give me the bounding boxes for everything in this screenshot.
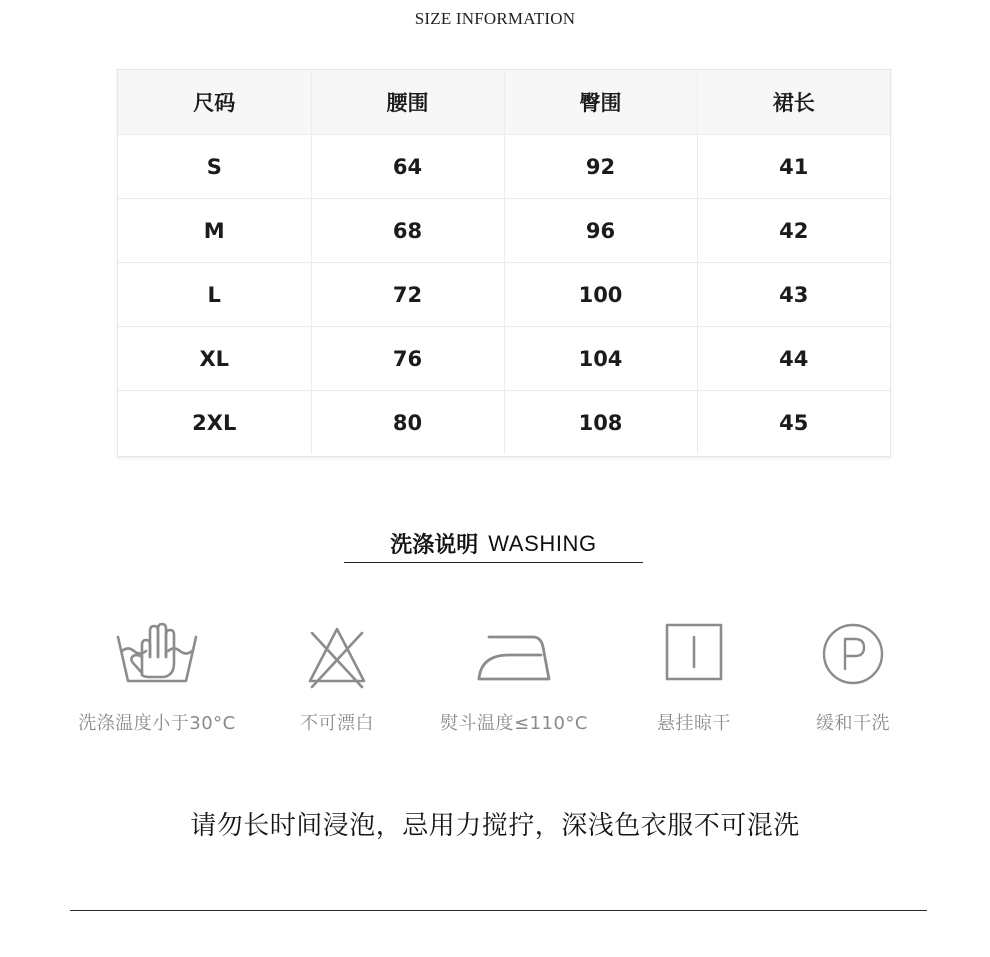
cell-skirt-length: 43 bbox=[697, 263, 890, 327]
cell-waist: 76 bbox=[311, 327, 504, 391]
care-label-dry-clean: 缓和干洗 bbox=[816, 713, 890, 734]
cell-skirt-length: 41 bbox=[697, 135, 890, 199]
cell-skirt-length: 42 bbox=[697, 199, 890, 263]
care-label-no-bleach: 不可漂白 bbox=[300, 713, 374, 734]
washing-title-cn: 洗涤说明 bbox=[390, 533, 479, 558]
care-item-dry-clean bbox=[753, 617, 953, 735]
header-hip: 臀围 bbox=[504, 70, 697, 135]
care-label-hang-dry: 悬挂晾干 bbox=[657, 713, 731, 734]
cell-waist: 80 bbox=[311, 391, 504, 455]
cell-waist: 64 bbox=[311, 135, 504, 199]
care-item-iron bbox=[414, 617, 614, 735]
cell-hip: 92 bbox=[504, 135, 697, 199]
cell-hip: 104 bbox=[504, 327, 697, 391]
hang-dry-icon bbox=[659, 617, 729, 695]
table-row bbox=[118, 199, 890, 263]
care-notice-text: 请勿长时间浸泡，忌用力搅拧，深浅色衣服不可混洗 bbox=[190, 811, 800, 841]
size-table-container bbox=[117, 69, 891, 457]
washing-title-en: WASHING bbox=[488, 530, 597, 556]
cell-skirt-length: 45 bbox=[779, 410, 809, 435]
care-label-iron: 熨斗温度≤110°C bbox=[439, 713, 588, 734]
care-item-hand-wash bbox=[57, 617, 257, 735]
cell-size: XL bbox=[118, 327, 311, 391]
cell-size: S bbox=[118, 135, 311, 199]
iron-icon bbox=[469, 617, 559, 695]
table-row bbox=[118, 263, 890, 327]
care-item-no-bleach bbox=[237, 617, 437, 735]
cell-skirt-length: 44 bbox=[697, 327, 890, 391]
cell-hip: 108 bbox=[504, 391, 697, 455]
size-information-title: SIZE INFORMATION bbox=[414, 9, 576, 28]
header-skirt-length: 裙长 bbox=[697, 70, 890, 135]
do-not-bleach-icon bbox=[302, 617, 372, 695]
bottom-divider bbox=[70, 910, 927, 911]
dry-clean-p-icon bbox=[818, 617, 888, 695]
header-waist: 腰围 bbox=[311, 70, 504, 135]
size-table bbox=[118, 70, 890, 454]
cell-hip: 100 bbox=[504, 263, 697, 327]
washing-heading bbox=[344, 528, 643, 563]
table-row bbox=[118, 391, 890, 455]
cell-waist: 68 bbox=[311, 199, 504, 263]
cell-size: M bbox=[118, 199, 311, 263]
size-table-header-row bbox=[118, 70, 890, 135]
cell-size: L bbox=[118, 263, 311, 327]
table-row bbox=[118, 135, 890, 199]
cell-waist: 72 bbox=[311, 263, 504, 327]
table-row bbox=[118, 327, 890, 391]
hand-wash-icon bbox=[112, 617, 202, 695]
cell-hip: 96 bbox=[504, 199, 697, 263]
care-label-hand-wash: 洗涤温度小于30°C bbox=[78, 713, 236, 734]
cell-size: 2XL bbox=[118, 391, 311, 455]
header-size: 尺码 bbox=[118, 70, 311, 135]
